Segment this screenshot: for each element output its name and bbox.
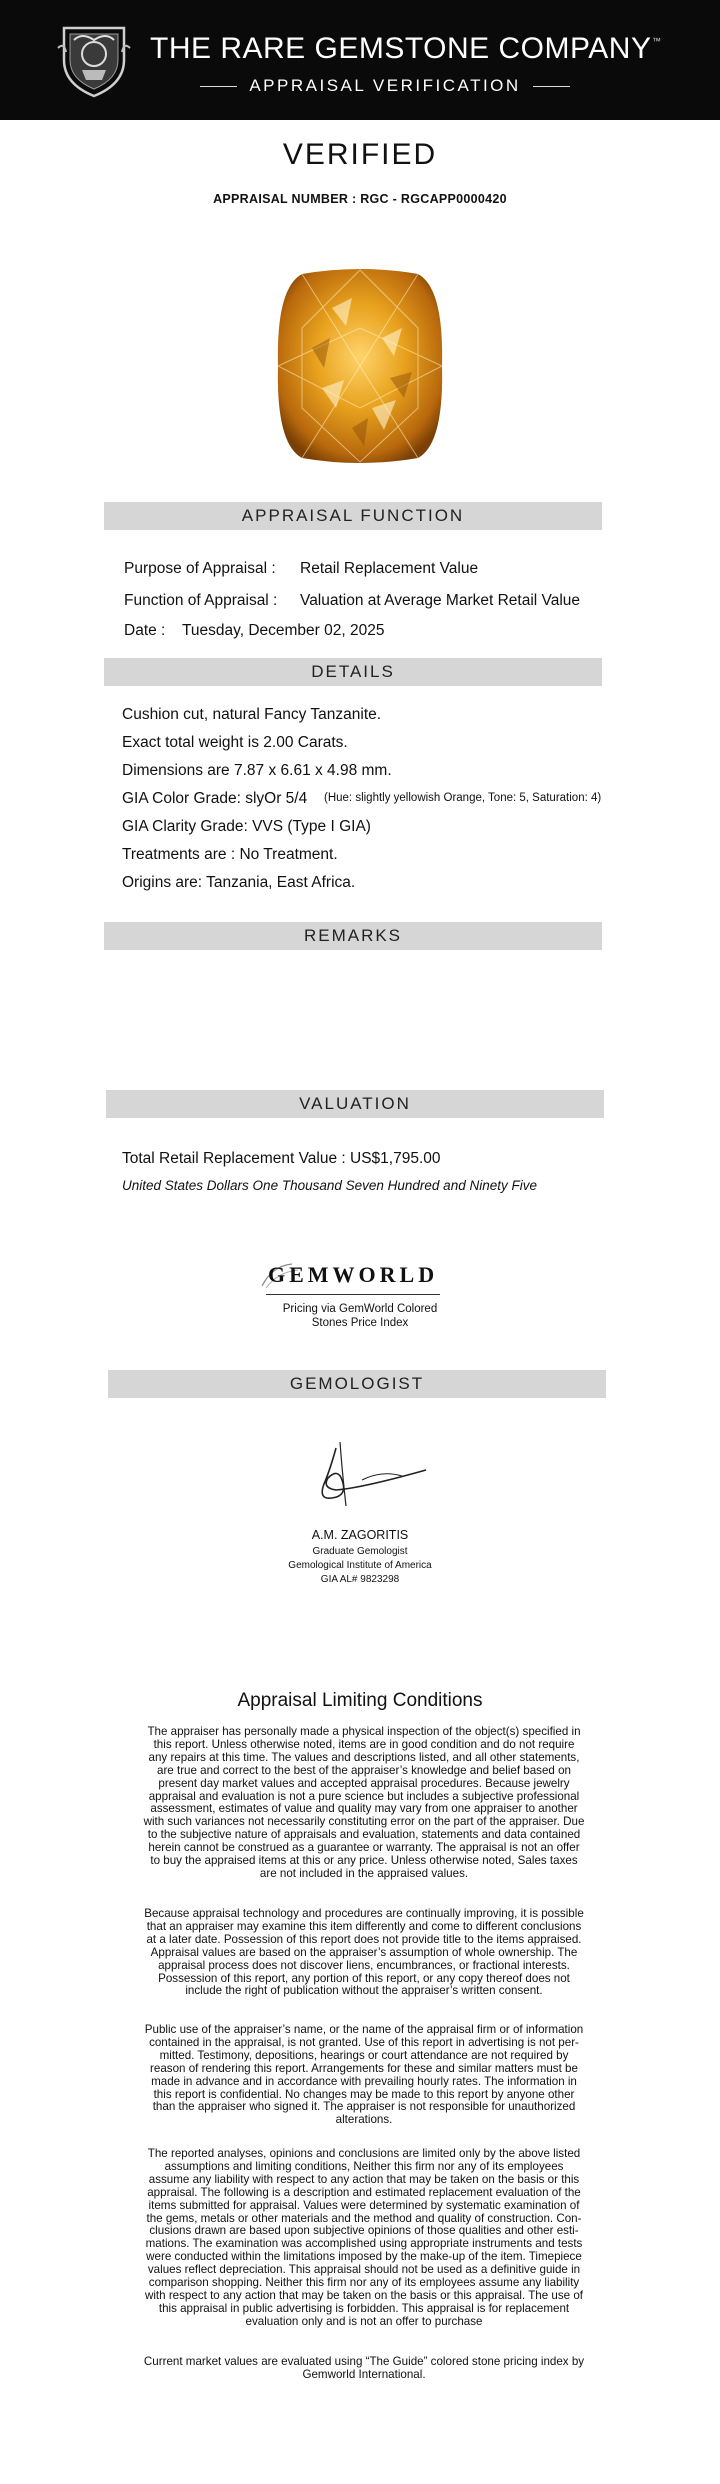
conditions-line: comparison shopping. Neither this firm nor any of its employees assume any liability	[148, 2276, 580, 2290]
detail-cut: Cushion cut, natural Fancy Tanzanite.	[122, 706, 382, 723]
verified-status: VERIFIED	[282, 138, 438, 171]
conditions-line: appraisal. The following is a description and estimated replacement evaluation of the	[147, 2185, 581, 2199]
detail-dimensions: Dimensions are 7.87 x 6.61 x 4.98 mm.	[122, 762, 392, 779]
conditions-line: Possession of this report, any portion of this report, or any copy thereof does not	[158, 1971, 570, 1985]
conditions-line: alterations.	[335, 2113, 393, 2127]
date-value: Tuesday, December 02, 2025	[182, 622, 385, 639]
total-value-words: United States Dollars One Thousand Seven Hundred and Ninety Five	[122, 1178, 537, 1193]
total-value: Total Retail Replacement Value : US$1,795.00	[122, 1150, 441, 1167]
conditions-paragraph-2	[108, 1908, 620, 1998]
conditions-line: assume any liability with respect to any action that may be taken on the basis or this	[148, 2172, 580, 2186]
pricing-caption-2: Stones Price Index	[311, 1317, 409, 1329]
conditions-paragraph-5	[108, 2356, 620, 2382]
detail-color-note: (Hue: slightly yellowish Orange, Tone: 5, Saturation: 4)	[324, 792, 602, 804]
appraisal-number: APPRAISAL NUMBER : RGC - RGCAPP0000420	[213, 192, 507, 206]
section-appraisal-function: APPRAISAL FUNCTION	[104, 502, 602, 530]
conditions-line: mations. The examination was accomplished using appropriate instruments and tests	[145, 2237, 583, 2251]
conditions-line: to buy the appraised items at this or any price. Unless otherwise noted, Sales taxes	[150, 1854, 578, 1868]
conditions-line: items submitted for appraisal. Values were determined by systematic examination of	[148, 2198, 580, 2212]
section-remarks: REMARKS	[104, 922, 602, 950]
conditions-line: are not included in the appraised values.	[259, 1866, 469, 1880]
detail-color-grade: GIA Color Grade: slyOr 5/4	[122, 790, 308, 807]
trademark: ™	[652, 36, 661, 46]
conditions-line: present day market values and accepted appraisal procedures. Because jewelry	[158, 1776, 570, 1790]
pricing-caption-1: Pricing via GemWorld Colored	[282, 1303, 438, 1315]
subtitle-rule-left	[200, 86, 237, 87]
conditions-line: this report is confidential. No changes may be made to this report by anyone other	[153, 2087, 575, 2101]
conditions-line: include the right of publication without the appraiser’s written consent.	[185, 1984, 543, 1998]
function-value: Valuation at Average Market Retail Value	[300, 592, 581, 609]
conditions-line: mitted. Testimony, depositions, hearings or court attendance are not required by	[159, 2048, 569, 2062]
subtitle-row	[200, 74, 570, 98]
conditions-line: herein cannot be construed as a guarantee or warranty. The appraisal is not an offer	[148, 1841, 580, 1855]
conditions-title: Appraisal Limiting Conditions	[237, 1690, 483, 1711]
conditions-line: Because appraisal technology and procedures are continually improving, it is possible	[144, 1907, 584, 1920]
gemologist-id: GIA AL# 9823298	[320, 1574, 400, 1585]
conditions-line: values reflect depreciation. This appraisal should not be used as a definitive guide in	[147, 2263, 581, 2277]
gemstone-photo	[272, 268, 448, 464]
conditions-line: appraisal and evaluation is not a pure science but includes a subjective professional	[148, 1789, 580, 1803]
detail-clarity: GIA Clarity Grade: VVS (Type I GIA)	[122, 818, 371, 835]
gemworld-wordmark: GEMWORLD	[268, 1262, 439, 1287]
conditions-line: at a later date. Possession of this report does not provide title to the items appraised.	[146, 1932, 582, 1946]
conditions-line: The reported analyses, opinions and conclusions are limited only by the above listed	[147, 2147, 581, 2160]
conditions-line: with respect to any action that may be taken on the basis or this appraisal. The use of	[144, 2288, 584, 2302]
section-gemologist: GEMOLOGIST	[108, 1370, 606, 1398]
gemologist-institute: Gemological Institute of America	[288, 1560, 432, 1571]
conditions-line: with such variances not necessarily constituting error on the part of the appraiser. Due	[143, 1815, 585, 1829]
conditions-line: Gemworld International.	[302, 2367, 426, 2381]
purpose-value: Retail Replacement Value	[300, 560, 479, 577]
conditions-line: Public use of the appraiser’s name, or the name of the appraisal firm or of information	[144, 2023, 584, 2036]
purpose-label: Purpose of Appraisal :	[124, 560, 276, 577]
header	[0, 0, 720, 120]
subtitle-rule-right	[533, 86, 570, 87]
gemologist-name: A.M. ZAGORITIS	[311, 1528, 409, 1542]
conditions-line: than the appraiser who signed it. The appraiser is not responsible for unauthorized	[152, 2100, 576, 2114]
detail-origin: Origins are: Tanzania, East Africa.	[122, 874, 356, 891]
function-label: Function of Appraisal :	[124, 592, 278, 609]
conditions-line: this appraisal in public advertising is forbidden. This appraisal is for replacement	[158, 2301, 570, 2315]
detail-treatments: Treatments are : No Treatment.	[122, 846, 338, 863]
conditions-line: that an appraiser may examine this item differently and come to different conclusions	[146, 1919, 582, 1933]
header-subtitle: APPRAISAL VERIFICATION	[249, 76, 521, 95]
gemworld-rule	[266, 1294, 440, 1295]
conditions-line: clusions drawn are based upon subjective opinions of those qualities and other esti-	[149, 2224, 579, 2238]
conditions-paragraph-3	[108, 2024, 620, 2127]
conditions-line: The appraiser has personally made a physical inspection of the object(s) specified in	[147, 1725, 581, 1738]
conditions-paragraph-1	[108, 1726, 620, 1881]
conditions-line: Appraisal values are based on the appraiser’s assumption of whole ownership. The	[150, 1945, 578, 1959]
conditions-line: contained in the appraisal, is not granted. Use of this report in advertising is not per-	[149, 2035, 579, 2049]
conditions-line: were conducted within the limitations imposed by the make-up of the item. Timepiece	[146, 2250, 582, 2264]
gemologist-title: Graduate Gemologist	[312, 1546, 408, 1557]
conditions-line: any repairs at this time. The values and descriptions listed, and all other statements,	[148, 1750, 580, 1764]
section-details: DETAILS	[104, 658, 602, 686]
conditions-line: made in advance and in accordance with prevailing hourly rates. The information in	[151, 2074, 577, 2088]
conditions-line: evaluation only and is not an offer to purchase	[245, 2314, 483, 2328]
conditions-line: the gems, metals or other materials and the method and quality of construction. Con-	[146, 2211, 582, 2225]
date-label: Date :	[124, 622, 166, 639]
conditions-line: to the subjective nature of appraisals and evaluation, statements and data contained	[147, 1828, 581, 1842]
brand-name: THE RARE GEMSTONE COMPANY	[150, 32, 652, 65]
conditions-line: are true and correct to the best of the appraiser’s knowledge and belief based on	[157, 1763, 571, 1777]
conditions-line: assessment, estimates of value and quality may vary from one appraiser to another	[150, 1802, 578, 1816]
conditions-line: reason of rendering this report. Arrangements for these and similar matters must be	[150, 2061, 578, 2075]
conditions-line: assumptions and limiting conditions, Neither this firm nor any of its employees	[164, 2159, 564, 2173]
signature-icon	[302, 1440, 432, 1512]
conditions-line: appraisal process does not discover liens, encumbrances, or fractional interests.	[158, 1958, 570, 1972]
conditions-line: this report. Unless otherwise noted, items are in good condition and do not require	[153, 1737, 575, 1751]
crest-logo-icon	[56, 18, 132, 100]
conditions-paragraph-4	[108, 2148, 620, 2329]
section-valuation: VALUATION	[106, 1090, 604, 1118]
conditions-line: Current market values are evaluated using “The Guide” colored stone pricing index by	[143, 2355, 585, 2368]
detail-weight: Exact total weight is 2.00 Carats.	[122, 734, 348, 751]
